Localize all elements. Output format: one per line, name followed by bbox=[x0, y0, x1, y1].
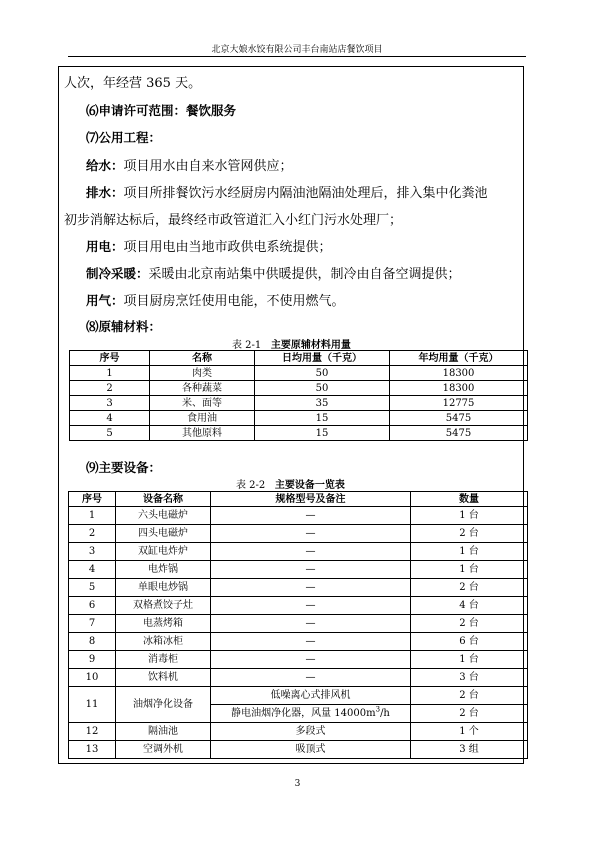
column-header: 数量 bbox=[411, 492, 528, 507]
cell: 10 bbox=[69, 669, 116, 687]
cell: 1 bbox=[70, 366, 150, 381]
cell: 单眼电炒锅 bbox=[116, 579, 211, 597]
table2-caption-number: 表 2-2 bbox=[236, 480, 266, 491]
cell: — bbox=[211, 597, 411, 615]
cell bbox=[211, 705, 411, 723]
cell: 其他原料 bbox=[150, 426, 255, 441]
table-row bbox=[69, 633, 528, 651]
equipment-table bbox=[68, 491, 528, 759]
table-row bbox=[70, 396, 528, 411]
cell: 六头电磁炉 bbox=[116, 507, 211, 525]
cell: 低噪离心式排风机 bbox=[211, 687, 411, 705]
cell: 1 台 bbox=[411, 561, 528, 579]
cell: 18300 bbox=[390, 381, 528, 396]
cell: 食用油 bbox=[150, 411, 255, 426]
cell: 电炸锅 bbox=[116, 561, 211, 579]
cell: 9 bbox=[69, 651, 116, 669]
cell: 肉类 bbox=[150, 366, 255, 381]
cell: 2 台 bbox=[411, 687, 528, 705]
table-row bbox=[69, 507, 528, 525]
table-row bbox=[69, 597, 528, 615]
cell: 3 bbox=[70, 396, 150, 411]
header-rule bbox=[68, 56, 526, 57]
cell: 6 台 bbox=[411, 633, 528, 651]
cell: 5475 bbox=[390, 426, 528, 441]
spec-text: 静电油烟净化器，风量 14000m bbox=[231, 708, 376, 719]
cell: — bbox=[211, 633, 411, 651]
column-header: 规格型号及备注 bbox=[211, 492, 411, 507]
page-number: 3 bbox=[294, 779, 301, 789]
cell: 1 台 bbox=[411, 507, 528, 525]
table-row bbox=[69, 543, 528, 561]
cell: 消毒柜 bbox=[116, 651, 211, 669]
scope-label: ⑹申请许可范围： bbox=[86, 103, 187, 118]
power-label: 用电： bbox=[86, 239, 124, 254]
cell: 各种蔬菜 bbox=[150, 381, 255, 396]
gas-label: 用气： bbox=[86, 293, 124, 308]
table-row bbox=[70, 381, 528, 396]
power-text: 项目用电由当地市政供电系统提供； bbox=[123, 240, 332, 255]
column-header: 日均用量（千克） bbox=[255, 351, 390, 366]
materials-heading bbox=[86, 317, 161, 335]
cell: 双缸电炸炉 bbox=[116, 543, 211, 561]
table1-caption-title: 主要原辅材料用量 bbox=[270, 340, 351, 351]
table-header-row bbox=[69, 492, 528, 507]
cell: 2 bbox=[69, 525, 116, 543]
cell: 5475 bbox=[390, 411, 528, 426]
cell: — bbox=[211, 507, 411, 525]
scope-paragraph bbox=[86, 101, 236, 119]
cell: 4 bbox=[69, 561, 116, 579]
cell: 隔油池 bbox=[116, 723, 211, 741]
cell: — bbox=[211, 615, 411, 633]
cell: 电蒸烤箱 bbox=[116, 615, 211, 633]
cell: 15 bbox=[255, 411, 390, 426]
cell: 18300 bbox=[390, 366, 528, 381]
cell: 饮料机 bbox=[116, 669, 211, 687]
table-row bbox=[70, 411, 528, 426]
cell: 6 bbox=[69, 597, 116, 615]
cell: 1 个 bbox=[411, 723, 528, 741]
cell: 8 bbox=[69, 633, 116, 651]
utilities-label: ⑺公用工程： bbox=[86, 130, 162, 145]
hvac-text: 采暖由北京南站集中供暖提供，制冷由自备空调提供； bbox=[148, 267, 461, 282]
power-paragraph bbox=[86, 236, 332, 255]
cell: 2 台 bbox=[411, 579, 528, 597]
scope-value: 餐饮服务 bbox=[186, 103, 237, 118]
cell: 35 bbox=[255, 396, 390, 411]
cell: 5 bbox=[70, 426, 150, 441]
cell: 四头电磁炉 bbox=[116, 525, 211, 543]
utilities-heading bbox=[86, 128, 161, 146]
cell: 2 bbox=[70, 381, 150, 396]
table1-caption bbox=[232, 336, 351, 351]
drain-text: 项目所排餐饮污水经厨房内隔油池隔油处理后，排入集中化粪池 bbox=[123, 186, 488, 201]
cell: 1 台 bbox=[411, 543, 528, 561]
drain-paragraph bbox=[86, 182, 488, 201]
cell: — bbox=[211, 579, 411, 597]
table-row bbox=[69, 525, 528, 543]
cell: 12 bbox=[69, 723, 116, 741]
cell: 5 bbox=[69, 579, 116, 597]
cell: 15 bbox=[255, 426, 390, 441]
hvac-label: 制冷采暖： bbox=[86, 266, 149, 281]
cell: 2 台 bbox=[411, 615, 528, 633]
water-text: 项目用水由自来水管网供应； bbox=[123, 159, 293, 174]
table-row bbox=[69, 687, 528, 705]
cell: — bbox=[211, 651, 411, 669]
cell: 50 bbox=[255, 381, 390, 396]
table-row bbox=[69, 669, 528, 687]
gas-paragraph bbox=[86, 290, 345, 309]
column-header: 名称 bbox=[150, 351, 255, 366]
gas-text: 项目厨房烹饪使用电能，不使用燃气。 bbox=[123, 294, 345, 309]
cell: 7 bbox=[69, 615, 116, 633]
table2-caption-title: 主要设备一览表 bbox=[274, 480, 345, 491]
materials-label: ⑻原辅材料： bbox=[86, 319, 162, 334]
cell: 50 bbox=[255, 366, 390, 381]
cell: 12775 bbox=[390, 396, 528, 411]
table-row bbox=[70, 426, 528, 441]
cell: 冰箱冰柜 bbox=[116, 633, 211, 651]
column-header: 年均用量（千克） bbox=[390, 351, 528, 366]
text-line-visitors: 人次，年经营 365 天。 bbox=[64, 76, 202, 91]
cell: — bbox=[211, 525, 411, 543]
equipment-label: ⑼主要设备： bbox=[86, 460, 162, 475]
table1-caption-number: 表 2-1 bbox=[232, 340, 262, 351]
cell: 1 台 bbox=[411, 651, 528, 669]
cell: 2 台 bbox=[411, 525, 528, 543]
water-label: 给水： bbox=[86, 158, 124, 173]
cell: 油烟净化设备 bbox=[116, 687, 211, 723]
table-row bbox=[69, 723, 528, 741]
drain-label: 排水： bbox=[86, 185, 124, 200]
table-row bbox=[69, 579, 528, 597]
table2-caption bbox=[236, 476, 345, 491]
table-row bbox=[69, 741, 528, 759]
cell: 4 台 bbox=[411, 597, 528, 615]
cell: — bbox=[211, 543, 411, 561]
table-header-row bbox=[70, 351, 528, 366]
table-row bbox=[70, 366, 528, 381]
cell: 3 组 bbox=[411, 741, 528, 759]
cell: 11 bbox=[69, 687, 116, 723]
cell: 4 bbox=[70, 411, 150, 426]
superscript: 3 bbox=[375, 705, 381, 714]
drain-paragraph-cont: 初步消解达标后，最终经市政管道汇入小红门污水处理厂； bbox=[64, 213, 403, 228]
cell: 多段式 bbox=[211, 723, 411, 741]
cell: 空调外机 bbox=[116, 741, 211, 759]
table-row bbox=[69, 561, 528, 579]
cell: 13 bbox=[69, 741, 116, 759]
cell: 米、面等 bbox=[150, 396, 255, 411]
cell: — bbox=[211, 561, 411, 579]
cell: — bbox=[211, 669, 411, 687]
column-header: 序号 bbox=[70, 351, 150, 366]
cell: 吸顶式 bbox=[211, 741, 411, 759]
table-row bbox=[69, 651, 528, 669]
hvac-paragraph bbox=[86, 263, 461, 282]
cell: 3 台 bbox=[411, 669, 528, 687]
table-row bbox=[69, 615, 528, 633]
cell: 3 bbox=[69, 543, 116, 561]
cell: 双格煮饺子灶 bbox=[116, 597, 211, 615]
materials-table bbox=[69, 350, 528, 441]
column-header: 序号 bbox=[69, 492, 116, 507]
cell: 2 台 bbox=[411, 705, 528, 723]
cell: 1 bbox=[69, 507, 116, 525]
equipment-heading bbox=[86, 458, 161, 476]
column-header: 设备名称 bbox=[116, 492, 211, 507]
page-header: 北京大娘水饺有限公司丰台南站店餐饮项目 bbox=[211, 45, 383, 55]
spec-unit: /h bbox=[380, 708, 390, 719]
water-paragraph bbox=[86, 155, 293, 174]
